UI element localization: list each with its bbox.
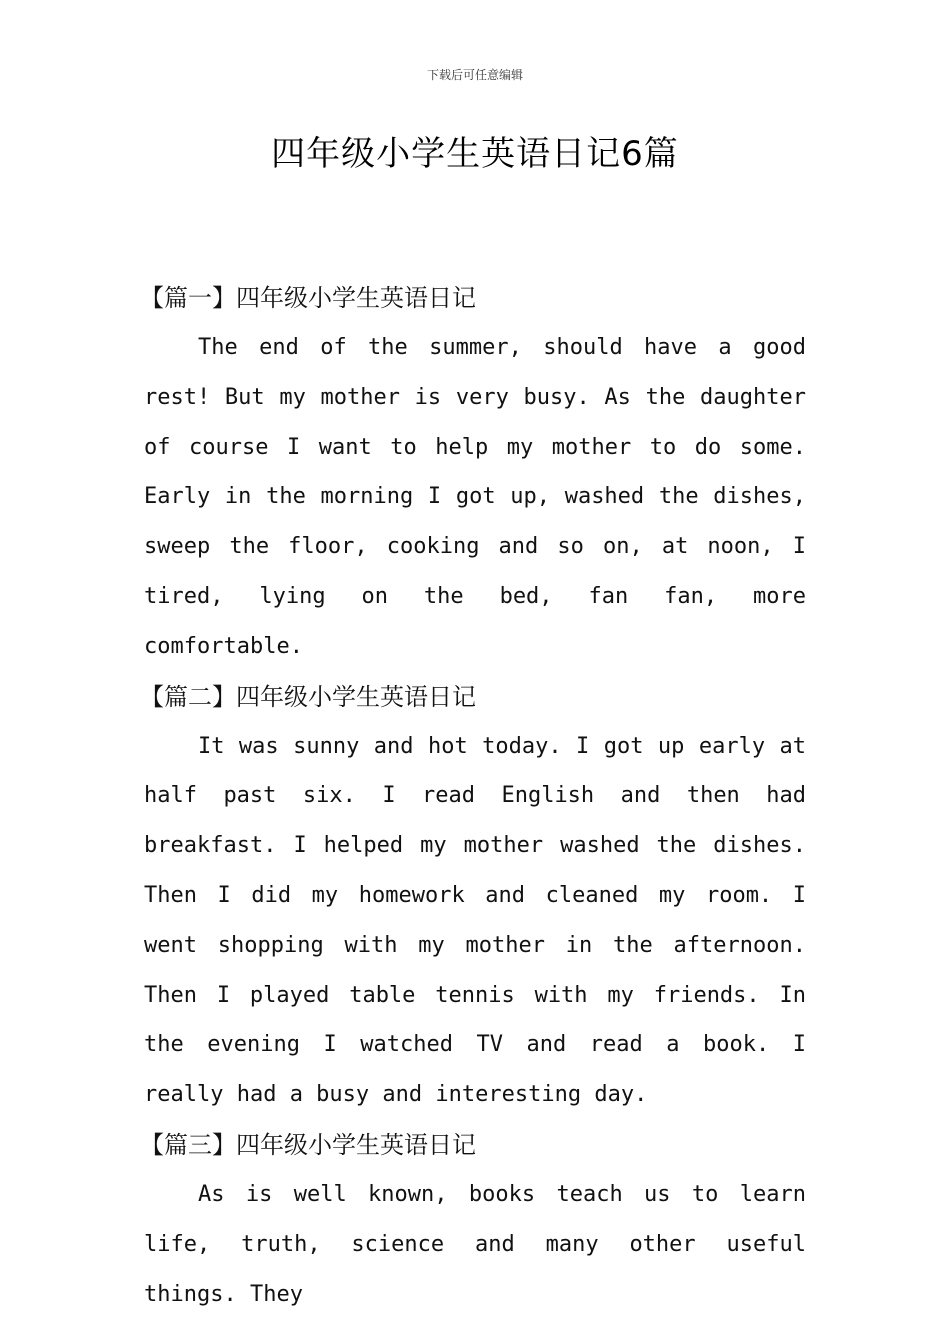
section-heading: 【篇三】四年级小学生英语日记 [140,1130,476,1159]
section-heading: 【篇二】四年级小学生英语日记 [140,682,476,711]
section-paragraph: It was sunny and hot today. I got up early at half past six. I read English and then had breakfast. I helped my mother washed the dishes. Then I did my homework and cleaned my room. I went shopping with my mother in the afternoon. Then I played table tennis with my friends. In the evening I watched TV and read a book. I really had a busy and interesting day. [144,733,806,1108]
section-3 [140,1120,806,1319]
section-2 [140,672,806,1120]
section-1 [140,273,806,672]
section-heading: 【篇一】四年级小学生英语日记 [140,284,476,312]
page-title: 四年级小学生英语日记6篇 [271,134,679,174]
section-paragraph: As is well known, books teach us to learn life, truth, science and many other useful things. They [144,1181,806,1307]
section-paragraph: The end of the summer, should have a good rest! But my mother is very busy. As the daughter of course I want to help my mother to do some. Early in the morning I got up, washed the dishes, sweep the floor, cooking and so on, at noon, I tired, lying on the bed, fan fan, more comfortable. [144,335,806,659]
header-note: 下载后可任意编辑 [426,68,523,82]
document-body [140,273,806,1319]
